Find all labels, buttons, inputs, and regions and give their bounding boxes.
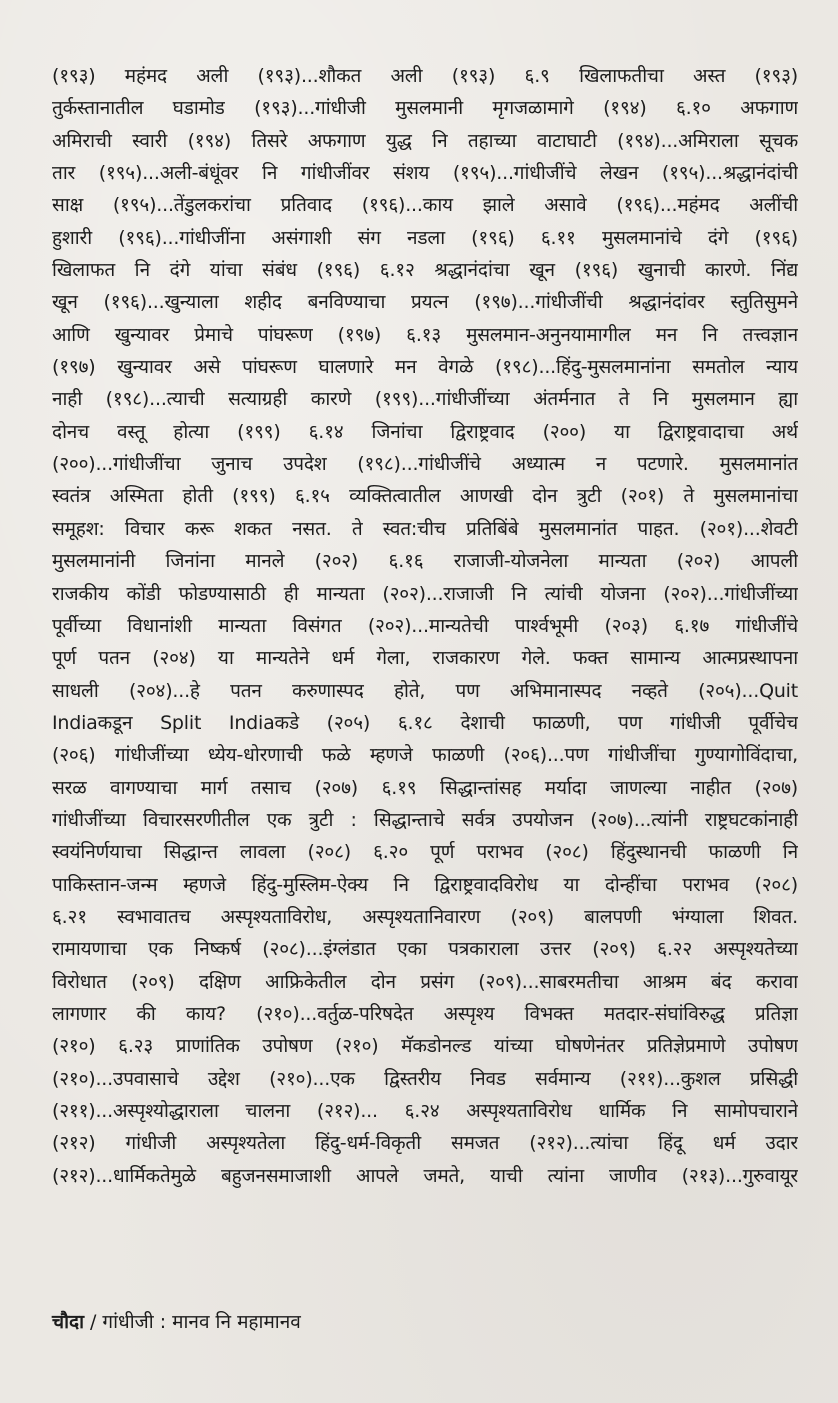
running-title: गांधीजी : मानव नि महामानव [102, 1311, 301, 1333]
text-line: मुसलमानांनी जिनांना मानले (२०२) ६.१६ राजाजी-योजनेला मान्यता (२०२) आपली [52, 550, 798, 573]
footer-separator: / [90, 1311, 97, 1333]
text-line: रामायणाचा एक निष्कर्ष (२०८)...इंग्लंडात एका पत्रकाराला उत्तर (२०९) ६.२२ अस्पृश्यतेच्या [52, 938, 798, 961]
text-line: दोनच वस्तू होत्या (१९९) ६.१४ जिनांचा द्विराष्ट्रवाद (२००) या द्विराष्ट्रवादाचा अर्थ [52, 420, 798, 443]
text-line: (२११)...अस्पृश्योद्धाराला चालना (२१२)... ६.२४ अस्पृश्यताविरोध धार्मिक नि सामोपचाराने [52, 1100, 798, 1122]
text-line: लागणार की काय? (२१०)...वर्तुळ-परिषदेत अस्पृश्य विभक्त मतदार-संघांविरुद्ध प्रतिज्ञा [52, 1002, 798, 1025]
page-footer [52, 1308, 301, 1336]
text-line: अमिराची स्वारी (१९४) तिसरे अफगाण युद्ध नि तहाच्या वाटाघाटी (१९४)...अमिराला सूचक [52, 129, 798, 152]
text-line: खिलाफत नि दंगे यांचा संबंध (१९६) ६.१२ श्रद्धानंदांचा खून (१९६) खुनाची कारणे. निंद्य [52, 259, 798, 282]
text-line: साधली (२०४)...हे पतन करुणास्पद होते, पण अभिमानास्पद नव्हते (२०५)...Quit [52, 679, 798, 702]
text-line: स्वतंत्र अस्मिता होती (१९९) ६.१५ व्यक्तित्वातील आणखी दोन त्रुटी (२०१) ते मुसलमानांचा [52, 485, 798, 508]
text-line: तार (१९५)...अली-बंधूंवर नि गांधीजींवर संशय (१९५)...गांधीजींचे लेखन (१९५)...श्रद्धानंदांची [52, 162, 798, 185]
text-line: (२१२) गांधीजी अस्पृश्यतेला हिंदु-धर्म-विकृती समजत (२१२)...त्यांचा हिंदू धर्म उदार [52, 1132, 798, 1155]
text-line: ६.२१ स्वभावातच अस्पृश्यताविरोध, अस्पृश्यतानिवारण (२०९) बालपणी भंग्याला शिवत. [52, 905, 798, 928]
text-line: (१९७) खुन्यावर असे पांघरूण घालणारे मन वेगळे (१९८)...हिंदु-मुसलमानांना समतोल न्याय [52, 356, 798, 379]
text-line: साक्ष (१९५)...तेंडुलकरांचा प्रतिवाद (१९६)...काय झाले असावे (१९६)...महंमद अलींची [52, 194, 798, 217]
text-line: पाकिस्तान-जन्म म्हणजे हिंदु-मुस्लिम-ऐक्य नि द्विराष्ट्रवादविरोध या दोन्हींचा पराभव (२०८) [52, 873, 798, 896]
text-line: तुर्कस्तानातील घडामोड (१९३)...गांधीजी मुसलमानी मृगजळामागे (१९४) ६.१० अफगाण [52, 97, 798, 120]
text-line: आणि खुन्यावर प्रेमाचे पांघरूण (१९७) ६.१३ मुसलमान-अनुनयामागील मन नि तत्त्वज्ञान [52, 323, 798, 346]
text-line: (२१२)...धार्मिकतेमुळे बहुजनसमाजाशी आपले जमते, याची त्यांना जाणीव (२१३)...गुरुवायूर [52, 1164, 798, 1187]
text-line: समूहश: विचार करू शकत नसत. ते स्वत:चीच प्रतिबिंबे मुसलमानांत पाहत. (२०१)...शेवटी [52, 517, 798, 540]
text-line: (२१०)...उपवासाचे उद्देश (२१०)...एक द्विस्तरीय निवड सर्वमान्य (२११)...कुशल प्रसिद्धी [52, 1067, 798, 1090]
text-line: सरळ वागण्याचा मार्ग तसाच (२०७) ६.१९ सिद्धान्तांसह मर्यादा जाणल्या नाहीत (२०७) [52, 776, 798, 799]
text-line: पूर्वीच्या विधानांशी मान्यता विसंगत (२०२)...मान्यतेची पार्श्वभूमी (२०३) ६.१७ गांधीजींचे [52, 614, 798, 637]
text-line: स्वयंनिर्णयाचा सिद्धान्त लावला (२०८) ६.२० पूर्ण पराभव (२०८) हिंदुस्थानची फाळणी नि [52, 841, 798, 864]
text-line: विरोधात (२०९) दक्षिण आफ्रिकेतील दोन प्रसंग (२०९)...साबरमतीचा आश्रम बंद करावा [52, 970, 798, 993]
page-number: चौदा [52, 1311, 84, 1333]
text-line: राजकीय कोंडी फोडण्यासाठी ही मान्यता (२०२)...राजाजी नि त्यांची योजना (२०२)...गांधीजींच्या [52, 582, 798, 605]
text-line: खून (१९६)...खुन्याला शहीद बनविण्याचा प्रयत्न (१९७)...गांधीजींची श्रद्धानंदांवर स्तुतिसुमने [52, 291, 798, 314]
contents-paragraph [52, 60, 798, 1192]
text-line: पूर्ण पतन (२०४) या मान्यतेने धर्म गेला, राजकारण गेले. फक्त सामान्य आत्मप्रस्थापना [52, 647, 798, 670]
text-line: नाही (१९८)...त्याची सत्याग्रही कारणे (१९९)...गांधीजींच्या अंतर्मनात ते नि मुसलमान ह्या [52, 388, 798, 411]
text-line: (२००)...गांधीजींचा जुनाच उपदेश (१९८)...गांधीजींचे अध्यात्म न पटणारे. मुसलमानांत [52, 453, 798, 476]
text-line: (२०६) गांधीजींच्या ध्येय-धोरणाची फळे म्हणजे फाळणी (२०६)...पण गांधीजींचा गुण्यागोविंदाचा, [52, 744, 798, 767]
text-line: गांधीजींच्या विचारसरणीतील एक त्रुटी : सिद्धान्ताचे सर्वत्र उपयोजन (२०७)...त्यांनी राष्ट्रघटकांनाही [52, 808, 798, 831]
text-line: (१९३) महंमद अली (१९३)...शौकत अली (१९३) ६.९ खिलाफतीचा अस्त (१९३) [52, 65, 798, 87]
text-line: हुशारी (१९६)...गांधीजींना असंगाशी संग नडला (१९६) ६.११ मुसलमानांचे दंगे (१९६) [52, 226, 798, 249]
text-line: Indiaकडून Split Indiaकडे (२०५) ६.१८ देशाची फाळणी, पण गांधीजी पूर्वीचेच [52, 711, 798, 734]
text-line: (२१०) ६.२३ प्राणांतिक उपोषण (२१०) मॅकडोनल्ड यांच्या घोषणेनंतर प्रतिज्ञेप्रमाणे उपोषण [52, 1035, 798, 1058]
